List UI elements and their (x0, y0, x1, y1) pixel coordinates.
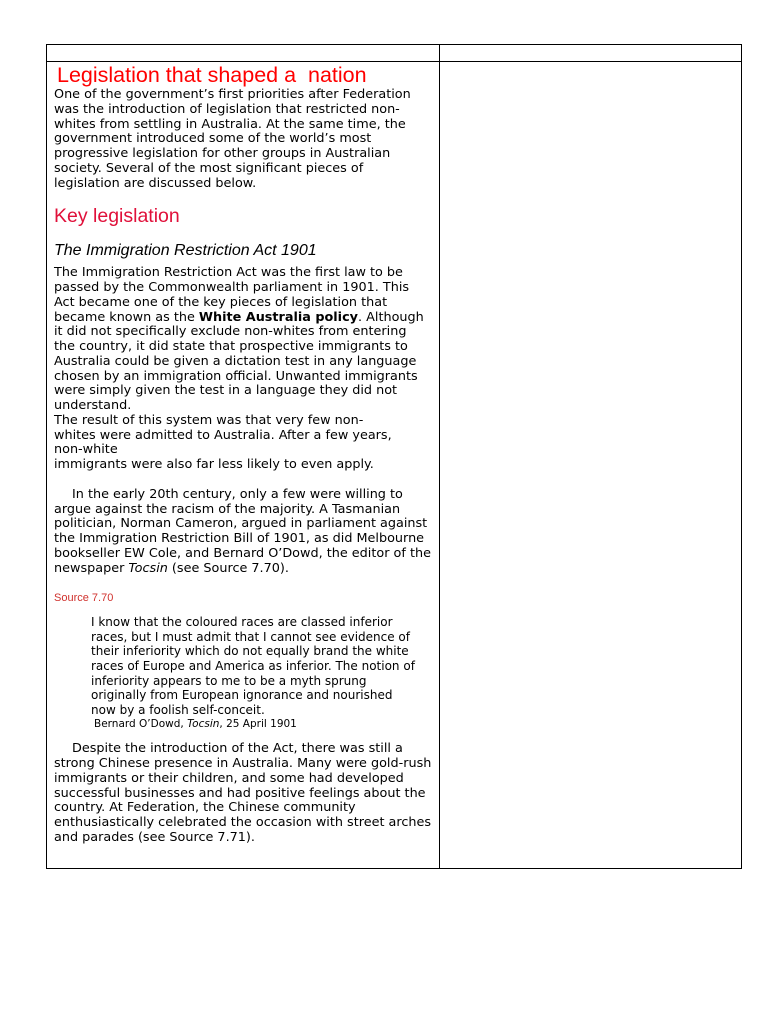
content-cell (54, 62, 434, 846)
page-title: Legislation that shaped a nation (57, 63, 367, 87)
source-label: Source 7.70 (54, 592, 114, 605)
key-legislation-heading: Key legislation (54, 205, 180, 228)
immigration-act-heading: The Immigration Restriction Act 1901 (54, 242, 317, 260)
quote-attribution: Bernard O’Dowd, Tocsin, 25 April 1901 (94, 718, 297, 731)
chinese-presence-paragraph: Despite the introduction of the Act, there was still a strong Chinese presence in Australia. Many were gold-rush immigrants or their children, and some had developed successful businesses and had positive feelings about the country. At Federation, the Chinese community enthusiastically celebrated the occasion with street arches and parades (see Source 7.71). (54, 741, 432, 845)
immigration-act-paragraph: The Immigration Restriction Act was the first law to be passed by the Commonwealth parliament in 1901. This Act became one of the key pieces of legislation that became known as the White Australia policy. Although it did not specifically exclude non-whites from entering the country, it did state that prospective immigrants to Australia could be given a dictation test in any language chosen by an immigration official. Unwanted immigrants were simply given the test in a language they did not understand. The result of this system was that very few non- whites were admitted to Australia. After a few years, non-white immigrants were also far less likely to even apply. (54, 265, 424, 472)
column-divider (439, 45, 440, 868)
document-table (46, 44, 742, 869)
intro-paragraph: One of the government’s first priorities after Federation was the introduction of legislation that restricted non- whites from settling in Australia. At the same time, the government introduced some of the world’s most progressive legislation for other groups in Australian society. Several of the most significant pieces of legislation are discussed below. (54, 87, 411, 191)
cameron-paragraph: In the early 20th century, only a few were willing to argue against the racism of the majority. A Tasmanian politician, Norman Cameron, argued in parliament against the Immigration Restriction Bill of 1901, as did Melbourne bookseller EW Cole, and Bernard O’Dowd, the editor of the newspaper Tocsin (see Source 7.70). (54, 486, 431, 576)
source-quote: I know that the coloured races are classed inferior races, but I must admit that I cannot see evidence of their inferiority which do not equally brand the white races of Europe and America as inferior. The notion of inferiority appears to me to be a myth sprung originally from European ignorance and nourished now by a foolish self-conceit. (91, 615, 415, 717)
